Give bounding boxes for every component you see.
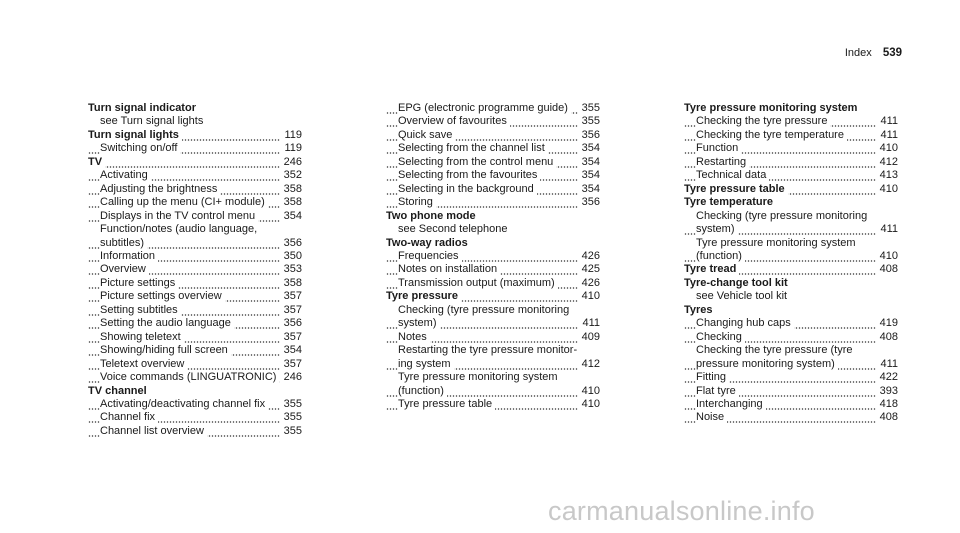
entry-text: system) xyxy=(696,223,738,235)
index-subentry xyxy=(88,344,302,357)
entry-text: see Turn signal lights xyxy=(100,115,204,128)
entry-text: Technical data xyxy=(696,169,769,181)
entry-text: subtitles) xyxy=(100,237,147,249)
entry-text: Checking the tyre temperature xyxy=(696,129,847,141)
entry-page-number: 411 xyxy=(876,223,898,236)
index-subentry xyxy=(386,263,600,276)
entry-text: Picture settings xyxy=(100,277,178,289)
entry-text: TV channel xyxy=(88,384,147,397)
entry-text: Setting subtitles xyxy=(100,304,181,316)
index-subentry xyxy=(684,210,898,223)
index-cross-reference xyxy=(88,115,302,128)
entry-text: Teletext overview xyxy=(100,358,187,370)
entry-page-number: 413 xyxy=(876,169,898,182)
entry-page-number: 408 xyxy=(876,263,898,276)
entry-page-number: 119 xyxy=(280,142,302,155)
entry-page-number: 354 xyxy=(280,210,302,223)
index-subentry xyxy=(684,344,898,357)
entry-text: Tyre tread xyxy=(684,263,739,275)
entry-text: Fitting xyxy=(696,371,729,383)
watermark: carmanualsonline.info xyxy=(548,496,815,526)
index-subentry xyxy=(386,277,600,290)
index-column-1 xyxy=(88,102,302,438)
entry-text: Two phone mode xyxy=(386,209,476,222)
entry-page-number: 353 xyxy=(280,263,302,276)
entry-text: (function) xyxy=(696,250,745,262)
entry-page-number: 354 xyxy=(578,169,600,182)
index-subentry xyxy=(88,263,302,276)
entry-text: Frequencies xyxy=(398,250,462,262)
entry-text: Checking the tyre pressure xyxy=(696,115,830,127)
entry-page-number: 354 xyxy=(280,344,302,357)
index-subentry xyxy=(386,183,600,196)
index-subentry xyxy=(684,142,898,155)
index-subentry xyxy=(684,411,898,424)
index-subentry xyxy=(684,398,898,411)
index-subentry xyxy=(684,129,898,142)
entry-text: Tyre pressure monitoring system xyxy=(696,236,856,249)
entry-page-number: 350 xyxy=(280,250,302,263)
entry-text: Checking the tyre pressure (tyre xyxy=(696,344,853,357)
entry-text: Checking (tyre pressure monitoring xyxy=(696,209,868,222)
entry-text: Tyre temperature xyxy=(684,196,774,209)
entry-text: pressure monitoring system) xyxy=(696,358,838,370)
entry-text: Flat tyre xyxy=(696,385,739,397)
index-subentry xyxy=(386,304,600,317)
entry-page-number: 411 xyxy=(876,129,898,142)
entry-text: Information xyxy=(100,250,158,262)
index-subentry xyxy=(386,142,600,155)
index-heading xyxy=(386,237,600,250)
index-heading xyxy=(684,304,898,317)
entry-page-number: 410 xyxy=(876,142,898,155)
index-subentry xyxy=(386,344,600,357)
entry-page-number: 357 xyxy=(280,304,302,317)
entry-page-number: 357 xyxy=(280,331,302,344)
entry-page-number: 418 xyxy=(876,398,898,411)
index-subentry xyxy=(386,317,600,330)
entry-page-number: 411 xyxy=(876,115,898,128)
entry-page-number: 426 xyxy=(578,277,600,290)
index-heading xyxy=(684,183,898,196)
index-heading xyxy=(88,129,302,142)
entry-text: Tyre pressure monitoring system xyxy=(684,102,858,114)
index-subentry xyxy=(684,371,898,384)
index-subentry xyxy=(386,169,600,182)
index-subentry xyxy=(88,425,302,438)
entry-text: Picture settings overview xyxy=(100,290,225,302)
index-subentry xyxy=(386,385,600,398)
entry-page-number: 426 xyxy=(578,250,600,263)
entry-page-number: 410 xyxy=(578,290,600,303)
entry-text: Restarting the tyre pressure monitor- xyxy=(398,344,578,357)
index-subentry xyxy=(386,358,600,371)
entry-text: Restarting xyxy=(696,156,749,168)
index-heading xyxy=(88,385,302,398)
entry-text: Interchanging xyxy=(696,398,766,410)
entry-text: Checking (tyre pressure monitoring xyxy=(398,303,570,316)
entry-text: Selecting from the control menu xyxy=(398,156,556,168)
index-subentry xyxy=(88,304,302,317)
entry-page-number: 410 xyxy=(876,183,898,196)
index-subentry xyxy=(88,196,302,209)
entry-text: Tyre pressure table xyxy=(684,183,788,195)
entry-page-number: 412 xyxy=(876,156,898,169)
index-subentry xyxy=(88,183,302,196)
entry-page-number: 354 xyxy=(578,142,600,155)
entry-text: Selecting from the channel list xyxy=(398,142,548,154)
entry-page-number: 356 xyxy=(280,237,302,250)
entry-page-number: 356 xyxy=(280,317,302,330)
index-subentry xyxy=(88,142,302,155)
index-heading xyxy=(88,102,302,115)
index-heading xyxy=(684,196,898,209)
entry-page-number: 358 xyxy=(280,277,302,290)
index-subentry xyxy=(88,250,302,263)
page-number: 539 xyxy=(882,47,902,59)
index-subentry xyxy=(88,398,302,411)
entry-page-number: 419 xyxy=(876,317,898,330)
entry-page-number: 410 xyxy=(876,250,898,263)
entry-page-number: 357 xyxy=(280,290,302,303)
entry-text: (function) xyxy=(398,385,447,397)
index-subentry xyxy=(88,317,302,330)
entry-page-number: 410 xyxy=(578,385,600,398)
index-subentry xyxy=(684,223,898,236)
entry-page-number: 355 xyxy=(280,398,302,411)
entry-text: Notes xyxy=(398,331,430,343)
entry-text: Noise xyxy=(696,411,727,423)
entry-text: Switching on/off xyxy=(100,142,180,154)
index-subentry xyxy=(88,277,302,290)
index-subentry xyxy=(386,129,600,142)
entry-text: Two-way radios xyxy=(386,236,468,249)
index-subentry xyxy=(386,371,600,384)
entry-page-number: 355 xyxy=(578,102,600,115)
index-subentry xyxy=(88,371,302,384)
entry-text: see Second telephone xyxy=(398,223,508,236)
entry-page-number: 358 xyxy=(280,183,302,196)
entry-page-number: 393 xyxy=(876,385,898,398)
index-subentry xyxy=(88,169,302,182)
index-heading xyxy=(386,290,600,303)
entry-text: Calling up the menu (CI+ module) xyxy=(100,196,268,208)
index-subentry xyxy=(88,290,302,303)
entry-text: Checking xyxy=(696,331,745,343)
index-subentry xyxy=(684,156,898,169)
entry-text: Storing xyxy=(398,196,436,208)
entry-text: Activating/deactivating channel fix xyxy=(100,398,268,410)
index-heading xyxy=(684,277,898,290)
entry-text: system) xyxy=(398,317,440,329)
entry-page-number: 356 xyxy=(578,129,600,142)
index-subentry xyxy=(386,398,600,411)
entry-text: Turn signal indicator xyxy=(88,102,196,114)
index-heading xyxy=(684,102,898,115)
entry-text: Overview xyxy=(100,263,149,275)
entry-text: Selecting in the background xyxy=(398,183,537,195)
index-heading xyxy=(88,156,302,169)
page-header xyxy=(845,46,902,60)
entry-text: Transmission output (maximum) xyxy=(398,277,558,289)
index-cross-reference xyxy=(386,223,600,236)
index-cross-reference xyxy=(684,290,898,303)
index-subentry xyxy=(684,317,898,330)
entry-page-number: 352 xyxy=(280,169,302,182)
entry-text: Setting the audio language xyxy=(100,317,234,329)
entry-text: Channel fix xyxy=(100,411,158,423)
index-subentry xyxy=(684,331,898,344)
entry-text: ing system xyxy=(398,358,454,370)
entry-text: Tyre-change tool kit xyxy=(684,276,788,289)
entry-text: Tyres xyxy=(684,303,713,316)
index-subentry xyxy=(684,115,898,128)
entry-text: Activating xyxy=(100,169,151,181)
index-subentry xyxy=(684,358,898,371)
entry-page-number: 246 xyxy=(280,156,302,169)
entry-text: Function/notes (audio language, xyxy=(100,223,258,236)
entry-text: TV xyxy=(88,156,105,168)
index-subentry xyxy=(386,196,600,209)
entry-page-number: 355 xyxy=(578,115,600,128)
index-subentry xyxy=(386,250,600,263)
entry-text: Showing/hiding full screen xyxy=(100,344,231,356)
entry-page-number: 355 xyxy=(280,411,302,424)
section-label: Index xyxy=(844,47,872,59)
entry-page-number: 354 xyxy=(578,156,600,169)
index-subentry xyxy=(386,331,600,344)
entry-text: Tyre pressure table xyxy=(398,398,495,410)
index-subentry xyxy=(684,250,898,263)
index-subentry xyxy=(88,210,302,223)
entry-page-number: 408 xyxy=(876,331,898,344)
entry-page-number: 354 xyxy=(578,183,600,196)
entry-text: Quick save xyxy=(398,129,455,141)
entry-page-number: 425 xyxy=(578,263,600,276)
entry-page-number: 355 xyxy=(280,425,302,438)
entry-text: Notes on installation xyxy=(398,263,500,275)
entry-text: Channel list overview xyxy=(100,425,207,437)
index-column-2 xyxy=(386,102,600,411)
index-subentry xyxy=(684,237,898,250)
entry-text: Voice commands (LINGUATRONIC) xyxy=(100,371,279,383)
entry-page-number: 408 xyxy=(876,411,898,424)
entry-page-number: 357 xyxy=(280,358,302,371)
index-subentry xyxy=(684,169,898,182)
entry-page-number: 119 xyxy=(280,129,302,142)
entry-text: Showing teletext xyxy=(100,331,184,343)
index-subentry xyxy=(88,223,302,236)
index-subentry xyxy=(88,358,302,371)
entry-text: Tyre pressure monitoring system xyxy=(398,371,558,384)
entry-page-number: 411 xyxy=(578,317,600,330)
entry-text: Displays in the TV control menu xyxy=(100,210,258,222)
entry-text: EPG (electronic programme guide) xyxy=(398,102,571,114)
index-subentry xyxy=(386,115,600,128)
index-column-3 xyxy=(684,102,898,425)
entry-page-number: 422 xyxy=(876,371,898,384)
index-subentry xyxy=(88,411,302,424)
entry-text: Tyre pressure xyxy=(386,290,461,302)
index-subentry xyxy=(684,385,898,398)
index-heading xyxy=(684,263,898,276)
index-subentry xyxy=(88,331,302,344)
entry-text: Overview of favourites xyxy=(398,115,510,127)
index-heading xyxy=(386,210,600,223)
entry-page-number: 356 xyxy=(578,196,600,209)
entry-page-number: 411 xyxy=(876,358,898,371)
entry-text: Turn signal lights xyxy=(88,129,182,141)
entry-text: Adjusting the brightness xyxy=(100,183,220,195)
entry-text: see Vehicle tool kit xyxy=(696,290,788,303)
entry-text: Function xyxy=(696,142,741,154)
entry-page-number: 409 xyxy=(578,331,600,344)
entry-page-number: 358 xyxy=(280,196,302,209)
entry-text: Changing hub caps xyxy=(696,317,794,329)
entry-page-number: 410 xyxy=(578,398,600,411)
index-subentry xyxy=(386,102,600,115)
entry-page-number: 246 xyxy=(280,371,302,384)
index-subentry xyxy=(386,156,600,169)
index-subentry xyxy=(88,237,302,250)
entry-text: Selecting from the favourites xyxy=(398,169,540,181)
entry-page-number: 412 xyxy=(578,358,600,371)
